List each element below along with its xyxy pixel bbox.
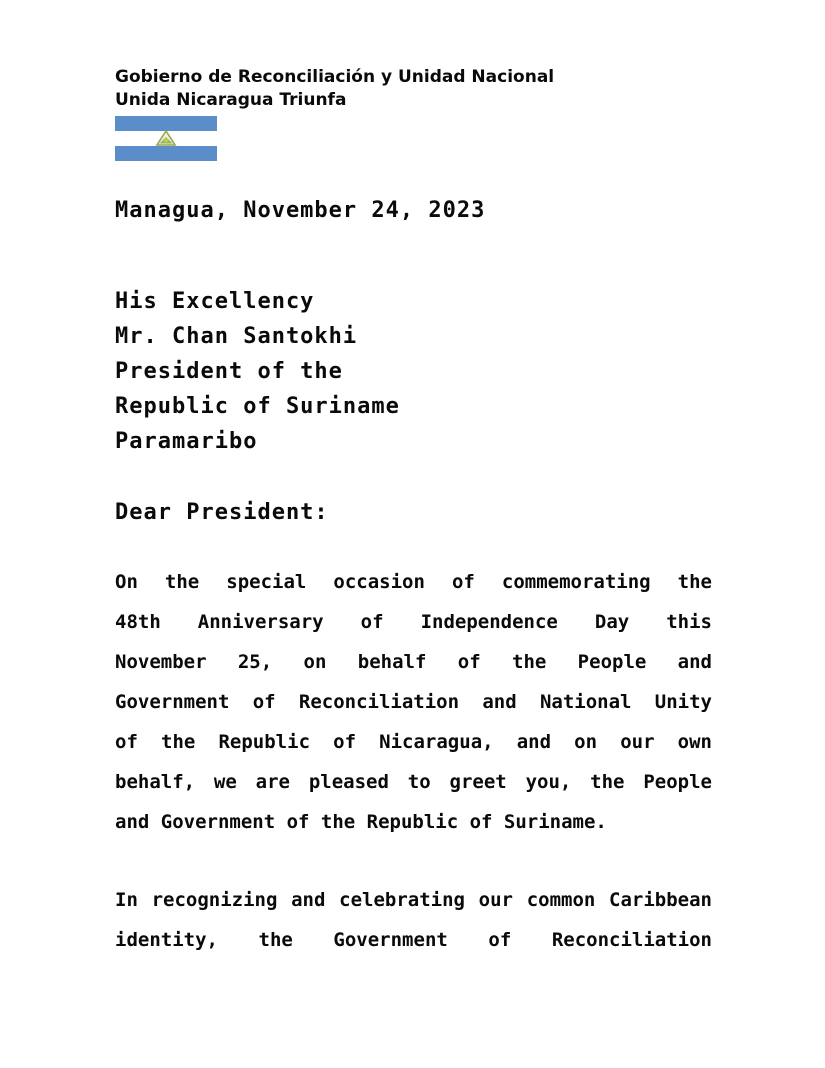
recipient-address-line: Mr. Chan Santokhi bbox=[115, 324, 358, 349]
body-paragraph-2 bbox=[115, 880, 712, 960]
recipient-address-line: President of the bbox=[115, 359, 343, 384]
recipient-address bbox=[115, 284, 400, 459]
letterhead-line2: Unida Nicaragua Triunfa bbox=[115, 90, 347, 110]
body-line: In recognizing and celebrating our common Caribbean bbox=[115, 889, 712, 911]
flag-stripe-top bbox=[115, 116, 217, 131]
body-line: Government of Reconciliation and National Unity bbox=[115, 691, 712, 713]
recipient-address-line: His Excellency bbox=[115, 289, 315, 314]
body-line: 48th Anniversary of Independence Day this bbox=[115, 611, 712, 633]
body-line: November 25, on behalf of the People and bbox=[115, 651, 712, 673]
body-paragraph-1 bbox=[115, 562, 712, 842]
body-line: On the special occasion of commemorating the bbox=[115, 571, 712, 593]
body-line: identity, the Government of Reconciliation bbox=[115, 929, 712, 951]
body-line: of the Republic of Nicaragua, and on our own bbox=[115, 731, 712, 753]
letter-body bbox=[115, 562, 712, 960]
letterhead-line1: Gobierno de Reconciliación y Unidad Nacional bbox=[115, 67, 555, 87]
recipient-address-line: Republic of Suriname bbox=[115, 394, 400, 419]
recipient-address-line: Paramaribo bbox=[115, 429, 258, 454]
flag-stripe-bottom bbox=[115, 146, 217, 161]
body-line: and Government of the Republic of Suriname. bbox=[115, 811, 607, 833]
dateline: Managua, November 24, 2023 bbox=[115, 198, 486, 223]
letterhead bbox=[115, 66, 554, 161]
nicaragua-flag-icon bbox=[115, 116, 217, 161]
body-line: behalf, we are pleased to greet you, the People bbox=[115, 771, 712, 793]
salutation: Dear President: bbox=[115, 500, 329, 525]
